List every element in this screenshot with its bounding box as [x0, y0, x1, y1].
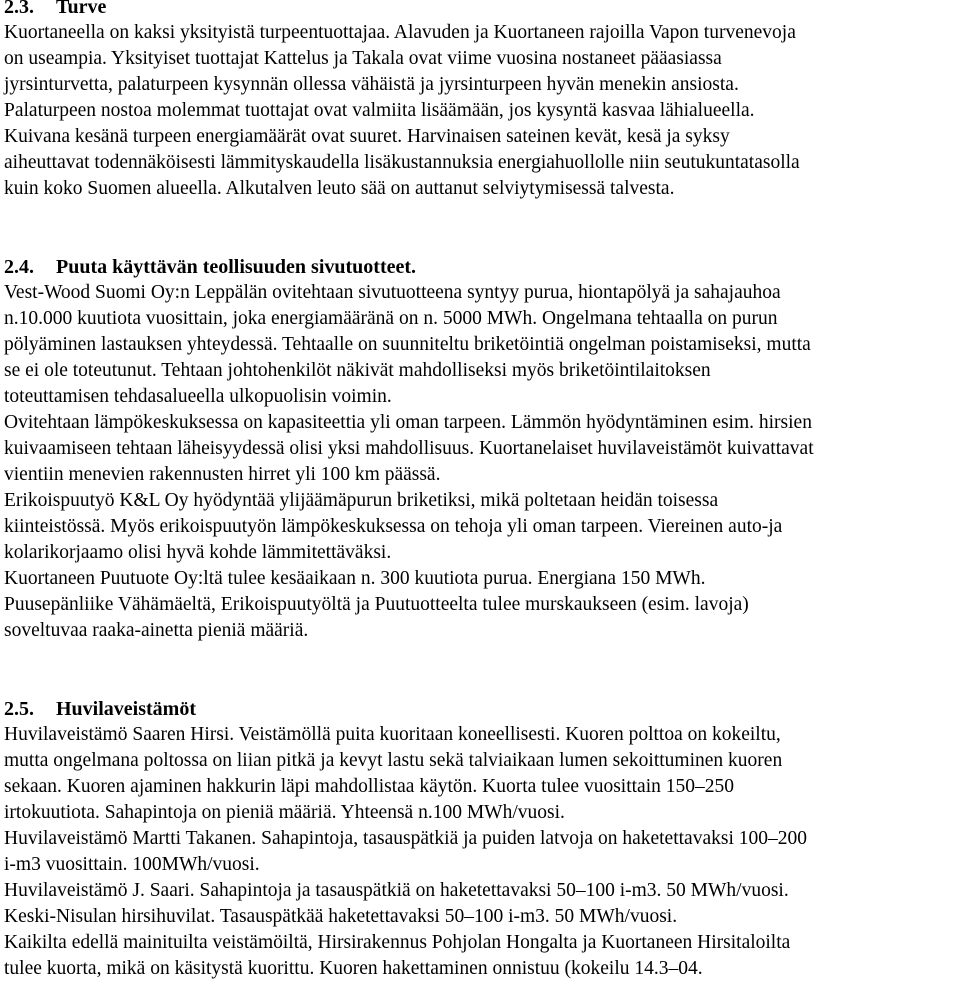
paragraph-line: Huvilaveistämö Martti Takanen. Sahapintoja, tasauspätkiä ja puiden latvoja on haketettavaksi 100–200	[4, 828, 807, 849]
paragraph-line: sekaan. Kuoren ajaminen hakkurin läpi mahdollistaa käytön. Kuorta tulee vuosittain 150–250	[4, 776, 734, 797]
paragraph-line: n.10.000 kuutiota vuosittain, joka energiamääränä on n. 5000 MWh. Ongelmana tehtaalla on purun	[4, 308, 778, 329]
paragraph-line: Ovitehtaan lämpökeskuksessa on kapasiteettia yli oman tarpeen. Lämmön hyödyntäminen esim. hirsien	[4, 412, 812, 433]
paragraph-line: kuin koko Suomen alueella. Alkutalven leuto sää on auttanut selviytymisessä talvesta.	[4, 178, 675, 199]
section-heading	[4, 0, 956, 20]
section-title: Puuta käyttävän teollisuuden sivutuotteet.	[56, 256, 417, 278]
paragraph-line: soveltuvaa raaka-ainetta pieniä määriä.	[4, 620, 309, 641]
section-huvilaveistamot	[4, 696, 956, 982]
paragraph-line: Kuivana kesänä turpeen energiamäärät ovat suuret. Harvinaisen sateinen kevät, kesä ja syksy	[4, 126, 730, 147]
paragraph-line: vientiin menevien rakennusten hirret yli 100 km päässä.	[4, 464, 441, 485]
paragraph-line: Huvilaveistämö Saaren Hirsi. Veistämöllä puita kuoritaan koneellisesti. Kuoren polttoa on kokeiltu,	[4, 724, 781, 745]
paragraph-line: jyrsinturvetta, palaturpeen kysynnän ollessa vähäistä ja jyrsinturpeen hyvän menekin ansiosta.	[4, 74, 739, 95]
section-title: Huvilaveistämöt	[56, 698, 196, 720]
section-wood-industry-byproducts	[4, 254, 956, 644]
section-spacer	[4, 644, 956, 670]
paragraph-line: Kuortaneen Puutuote Oy:ltä tulee kesäaikaan n. 300 kuutiota purua. Energiana 150 MWh.	[4, 568, 706, 589]
paragraph-line: Kuortaneella on kaksi yksityistä turpeentuottajaa. Alavuden ja Kuortaneen rajoilla Vapon turvenevoja	[4, 22, 796, 43]
section-number: 2.4.	[4, 256, 34, 278]
paragraph-line: tulee kuorta, mikä on käsitystä kuorittu. Kuoren hakettaminen onnistuu (kokeilu 14.3–04.	[4, 958, 703, 979]
paragraph-line: i-m3 vuosittain. 100MWh/vuosi.	[4, 854, 260, 875]
section-heading	[4, 254, 956, 280]
paragraph-line: Kaikilta edellä mainituilta veistämöiltä, Hirsirakennus Pohjolan Hongalta ja Kuortaneen Hirsitaloilta	[4, 932, 791, 953]
paragraph-line: pölyäminen lastauksen yhteydessä. Tehtaalle on suunniteltu briketöintiä ongelman poistamiseksi, mutta	[4, 334, 811, 355]
paragraph-line: mutta ongelmana poltossa on liian pitkä ja kevyt lastu sekä talviaikaan lumen sekoittuminen kuoren	[4, 750, 783, 771]
section-heading	[4, 696, 956, 722]
paragraph-line: toteuttamisen tehdasalueella ulkopuolisin voimin.	[4, 386, 392, 407]
paragraph-line: on useampia. Yksityiset tuottajat Kattelus ja Takala ovat viime vuosina nostaneet pääasiassa	[4, 48, 722, 69]
paragraph-line: kolarikorjaamo olisi hyvä kohde lämmitettäväksi.	[4, 542, 392, 563]
document-page	[4, 0, 956, 982]
section-number: 2.3.	[4, 0, 34, 18]
paragraph-line: se ei ole toteutunut. Tehtaan johtohenkilöt näkivät mahdolliseksi myös briketöintilaitoksen	[4, 360, 711, 381]
section-spacer	[4, 670, 956, 696]
paragraph-line: aiheuttavat todennäköisesti lämmityskaudella lisäkustannuksia energiahuollolle niin seutukuntatasolla	[4, 152, 800, 173]
paragraph-line: Puusepänliike Vähämäeltä, Erikoispuutyöltä ja Puutuotteelta tulee murskaukseen (esim. lavoja)	[4, 594, 749, 615]
paragraph-line: Huvilaveistämö J. Saari. Sahapintoja ja tasauspätkiä on haketettavaksi 50–100 i-m3. 50 MWh/vuosi.	[4, 880, 789, 901]
section-spacer	[4, 228, 956, 254]
paragraph-line: Vest-Wood Suomi Oy:n Leppälän ovitehtaan sivutuotteena syntyy purua, hiontapölyä ja sahajauhoa	[4, 282, 781, 303]
paragraph-line: Palaturpeen nostoa molemmat tuottajat ovat valmiita lisäämään, jos kysyntä kasvaa lähialueella.	[4, 100, 755, 121]
section-turve	[4, 0, 956, 202]
paragraph-line: Keski-Nisulan hirsihuvilat. Tasauspätkää haketettavaksi 50–100 i-m3. 50 MWh/vuosi.	[4, 906, 678, 927]
paragraph-line: kiinteistössä. Myös erikoispuutyön lämpökeskuksessa on tehoja yli oman tarpeen. Viereinen auto-ja	[4, 516, 783, 537]
section-number: 2.5.	[4, 698, 34, 720]
paragraph-line: kuivaamiseen tehtaan läheisyydessä olisi yksi mahdollisuus. Kuortanelaiset huvilaveistämöt kuivattavat	[4, 438, 814, 459]
paragraph-line: Erikoispuutyö K&L Oy hyödyntää ylijäämäpurun briketiksi, mikä poltetaan heidän toisessa	[4, 490, 719, 511]
section-spacer	[4, 202, 956, 228]
section-title: Turve	[56, 0, 107, 18]
paragraph-line: irtokuutiota. Sahapintoja on pieniä määriä. Yhteensä n.100 MWh/vuosi.	[4, 802, 565, 823]
